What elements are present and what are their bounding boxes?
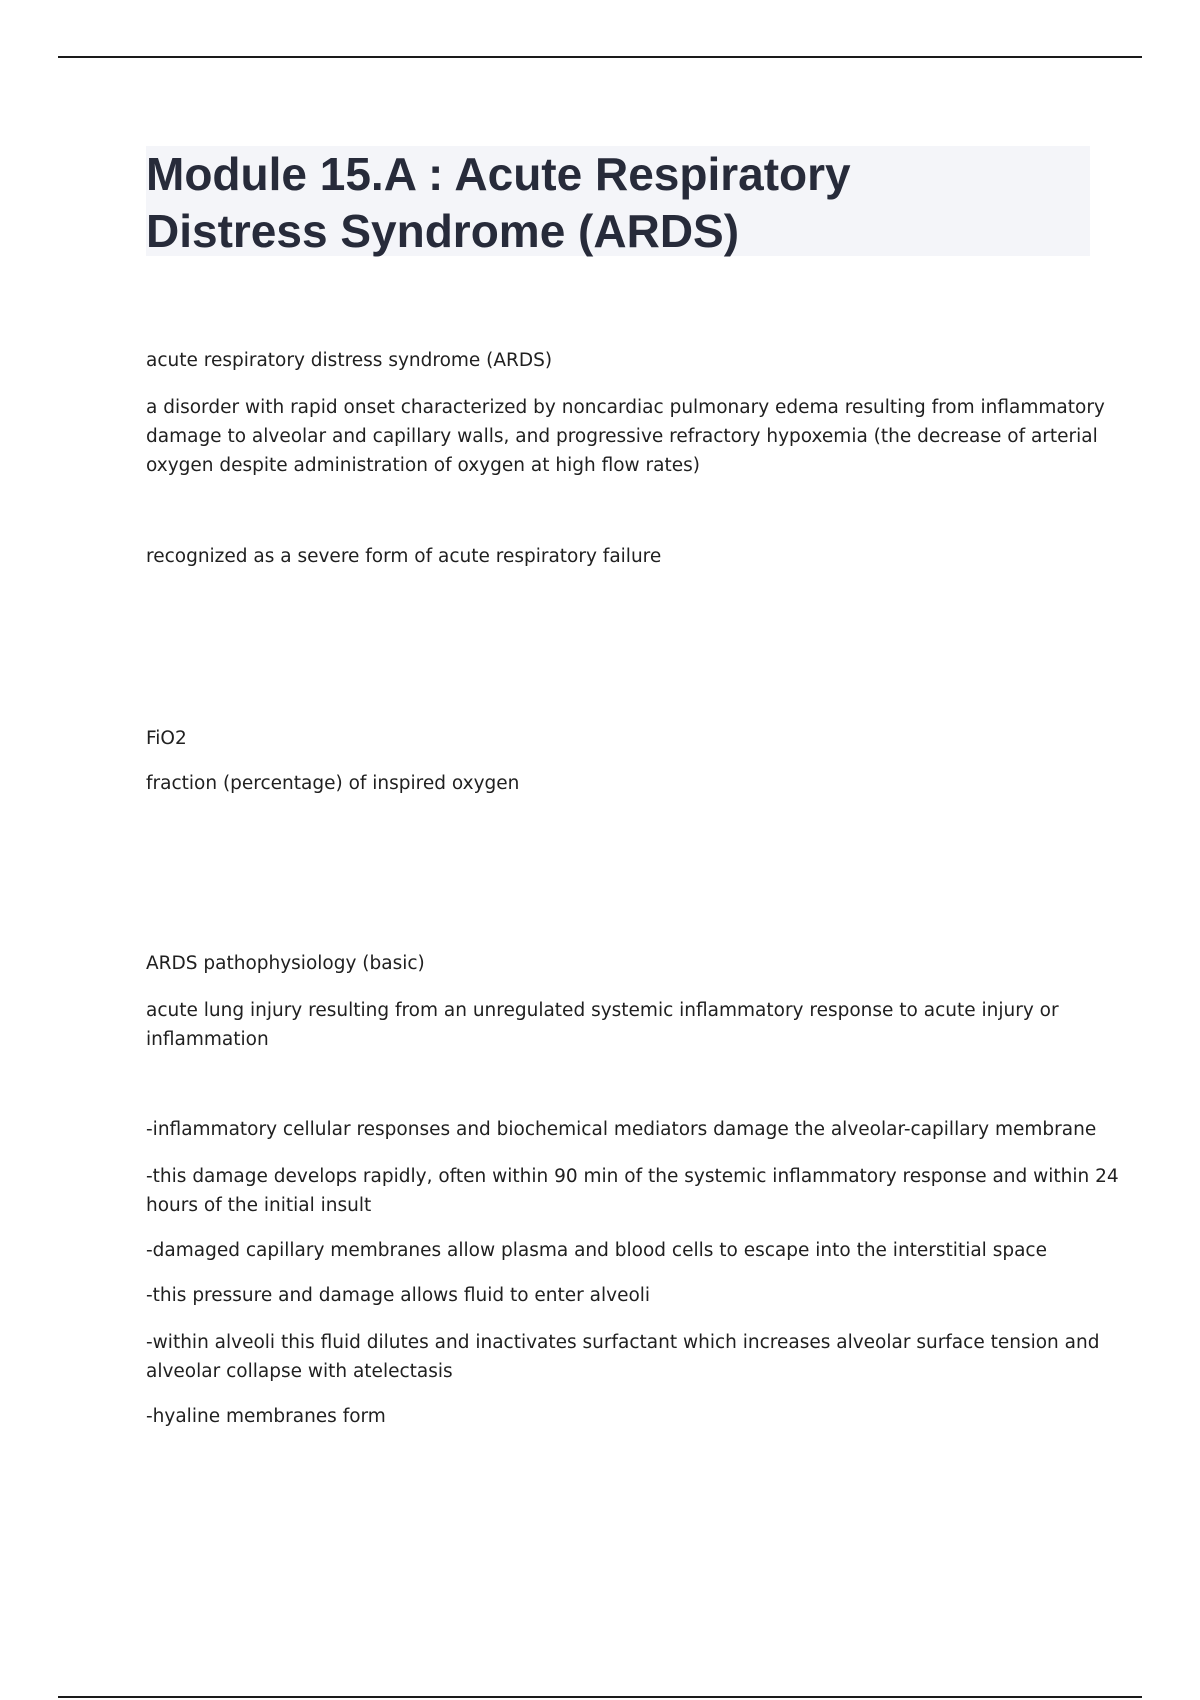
note-ards: recognized as a severe form of acute respiratory failure [146,546,662,567]
definition-ards-line-1: a disorder with rapid onset characterized by noncardiac pulmonary edema resulting from inflammatory [146,397,1105,418]
page-title [146,146,1090,260]
top-divider [58,56,1142,58]
pathophysiology-point-3: -damaged capillary membranes allow plasma and blood cells to escape into the interstitial space [146,1240,1047,1261]
definition-pathophysiology-line-2: inflammation [146,1029,269,1050]
term-fio2: FiO2 [146,728,187,749]
pathophysiology-point-5-line-1: -within alveoli this fluid dilutes and inactivates surfactant which increases alveolar surface tension and [146,1332,1100,1353]
page-title-line-2: Distress Syndrome (ARDS) [146,205,740,257]
definition-ards-line-2: damage to alveolar and capillary walls, and progressive refractory hypoxemia (the decrease of arterial [146,426,1098,447]
definition-pathophysiology-line-1: acute lung injury resulting from an unregulated systemic inflammatory response to acute injury or [146,1000,1059,1021]
page-title-line-1: Module 15.A : Acute Respiratory [146,148,851,200]
definition-ards-line-3: oxygen despite administration of oxygen at high flow rates) [146,455,700,476]
pathophysiology-point-5-line-2: alveolar collapse with atelectasis [146,1361,453,1382]
pathophysiology-point-1: -inflammatory cellular responses and biochemical mediators damage the alveolar-capillary membrane [146,1119,1097,1140]
term-ards: acute respiratory distress syndrome (ARDS) [146,350,553,371]
definition-fio2: fraction (percentage) of inspired oxygen [146,773,520,794]
term-ards-pathophysiology: ARDS pathophysiology (basic) [146,953,425,974]
pathophysiology-point-2-line-1: -this damage develops rapidly, often within 90 min of the systemic inflammatory response and within 24 [146,1166,1119,1187]
bottom-divider [58,1696,1142,1698]
pathophysiology-point-2-line-2: hours of the initial insult [146,1195,372,1216]
pathophysiology-point-4: -this pressure and damage allows fluid to enter alveoli [146,1285,651,1306]
pathophysiology-point-6: -hyaline membranes form [146,1406,386,1427]
